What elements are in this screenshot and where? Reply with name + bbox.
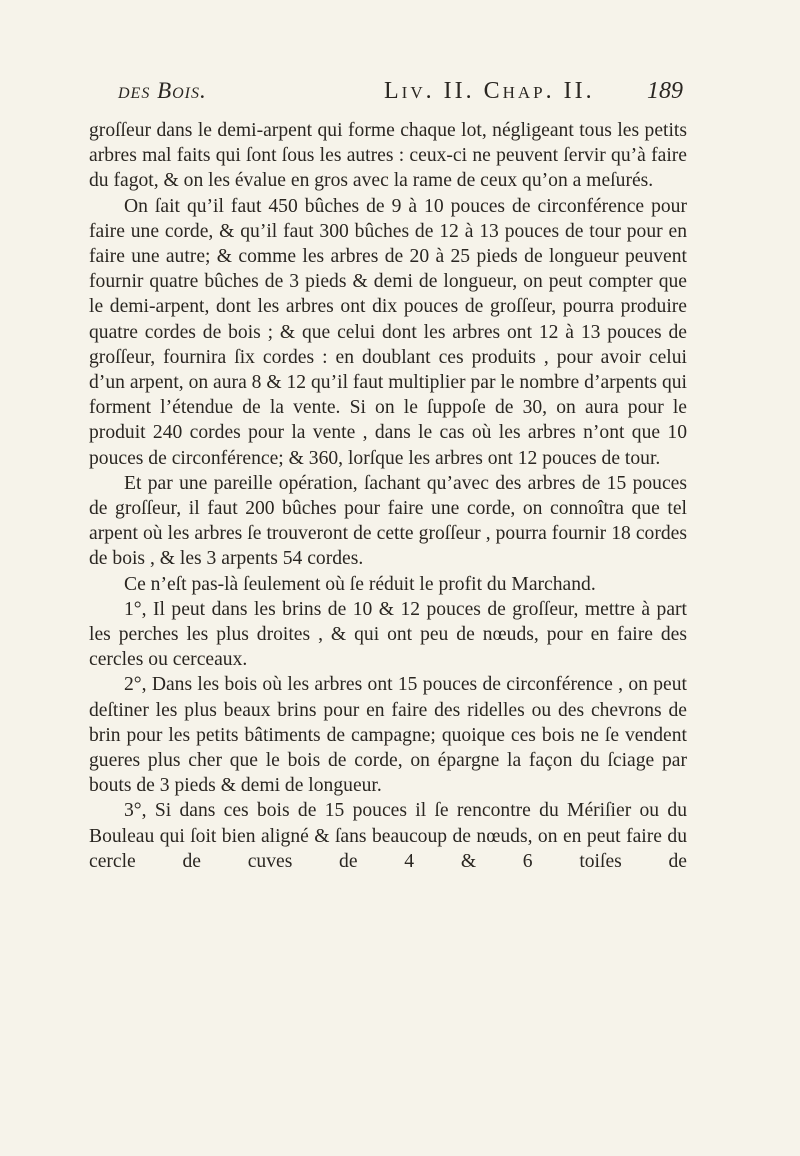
paragraph: 2°, Dans les bois où les arbres ont 15 pouces de circonférence , on peut deſtiner les plus beaux brins pour en faire des ridelles ou des chevrons de brin pour les petits bâtiments de campagne; quoique ces bois ne ſe vendent gueres plus cher que le bois de corde, on épargne la façon du ſciage par bouts de 3 pieds & demi de longueur. bbox=[89, 674, 687, 797]
page-number: 189 bbox=[647, 78, 683, 104]
paragraph: Ce n’eſt pas-là ſeulement où ſe réduit le profit du Marchand. bbox=[124, 573, 596, 595]
paragraph: Et par une pareille opération, ſachant qu’avec des arbres de 15 pouces de groſſeur, il faut 200 bûches pour faire une corde, on connoîtra que tel arpent où les arbres ſe trouveront de cette groſſeur , pourra fournir 18 cordes de bois , & les 3 arpents 54 cordes. bbox=[89, 472, 687, 570]
running-title: des Bois. bbox=[118, 78, 207, 103]
paragraph: groſſeur dans le demi-arpent qui forme chaque lot, négligeant tous les petits arbres mal faits qui ſont ſous les autres : ceux-ci ne peuvent ſervir qu’à faire du fagot, & on les évalue en gros avec la rame de ceux qu’on a meſurés. bbox=[89, 120, 687, 192]
paragraph: 1°, Il peut dans les brins de 10 & 12 pouces de groſſeur, mettre à part les perches les plus droites , & qui ont peu de nœuds, pour en faire des cercles ou cerceaux. bbox=[89, 598, 687, 671]
book-chapter: Liv. II. Chap. II. bbox=[384, 78, 595, 104]
body-text bbox=[89, 118, 687, 874]
paragraph: On ſait qu’il faut 450 bûches de 9 à 10 pouces de circonférence pour faire une corde, & qu’il faut 300 bûches de 12 à 13 pouces de tour pour en faire une autre; & comme les arbres de 20 à 25 pieds de longueur peuvent fournir quatre bûches de 3 pieds & demi de longueur, on peut compter que le demi-arpent, dont les arbres ont dix pouces de groſſeur, pourra produire quatre cordes de bois ; & que celui dont les arbres ont 12 à 13 pouces de groſſeur, fournira ſix cordes : en doublant ces produits , pour avoir celui d’un arpent, on aura 8 & 12 qu’il faut multiplier par le nombre d’arpents qui forment l’étendue de la vente. Si on le ſuppoſe de 30, on aura pour le produit 240 cordes pour la vente , dans le cas où les arbres n’ont que 10 pouces de circonférence; & 360, lorſque les arbres ont 12 pouces de tour. bbox=[89, 195, 687, 469]
running-header bbox=[118, 78, 683, 112]
paragraph: 3°, Si dans ces bois de 15 pouces il ſe rencontre du Mériſier ou du Bouleau qui ſoit bien aligné & ſans beaucoup de nœuds, on en peut faire du cercle de cuves de 4 & 6 toiſes de bbox=[89, 800, 687, 872]
